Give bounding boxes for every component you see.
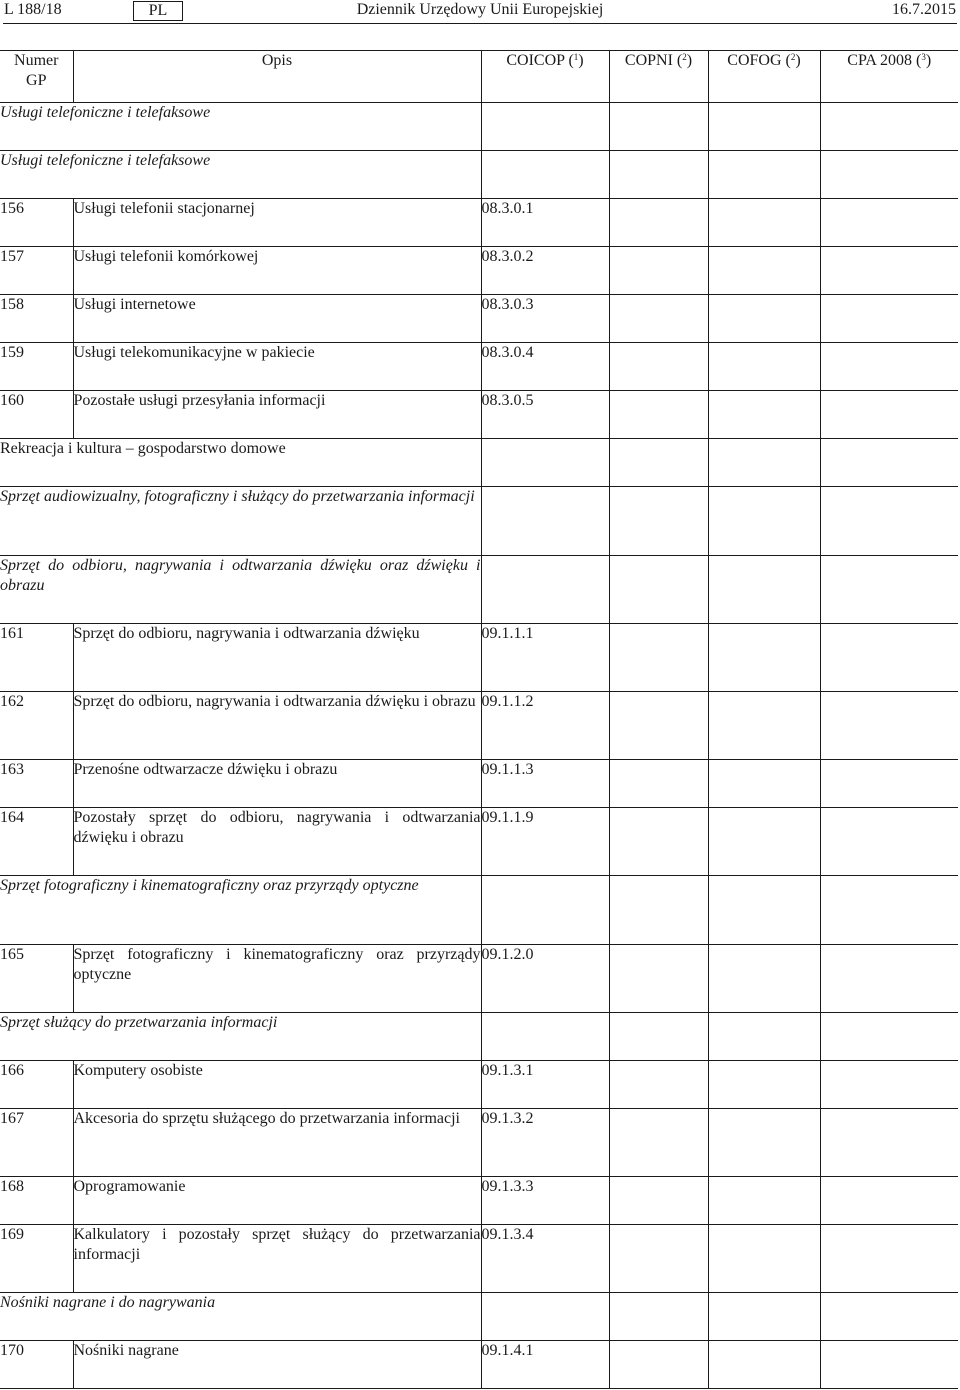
section-row	[0, 876, 958, 945]
row-description: Usługi internetowe	[73, 295, 481, 343]
header-divider	[3, 23, 957, 24]
section-row	[0, 556, 958, 624]
language-badge: PL	[133, 1, 183, 21]
row-number: 160	[0, 391, 73, 439]
copni-cell	[609, 1341, 708, 1389]
copni-cell	[609, 247, 708, 295]
cofog-cell	[708, 808, 820, 876]
row-description: Sprzęt do odbioru, nagrywania i odtwarzania dźwięku	[73, 624, 481, 692]
empty-cell	[481, 487, 609, 556]
copni-label: COPNI (	[624, 52, 683, 69]
row-number: 156	[0, 199, 73, 247]
row-description: Sprzęt fotograficzny i kinematograficzny oraz przyrządy optyczne	[73, 945, 481, 1013]
cpa-cell	[820, 760, 958, 808]
empty-cell	[708, 876, 820, 945]
cpa-cell	[820, 808, 958, 876]
row-description: Usługi telefonii komórkowej	[73, 247, 481, 295]
empty-cell	[481, 1293, 609, 1341]
empty-cell	[609, 876, 708, 945]
empty-cell	[820, 103, 958, 151]
row-description: Oprogramowanie	[73, 1177, 481, 1225]
copni-cell	[609, 295, 708, 343]
column-header-number-line2: GP	[26, 72, 47, 89]
empty-cell	[820, 487, 958, 556]
row-number: 165	[0, 945, 73, 1013]
cpa-cell	[820, 945, 958, 1013]
coicop-code: 09.1.1.3	[481, 760, 609, 808]
cpa-cell	[820, 1061, 958, 1109]
empty-cell	[708, 1013, 820, 1061]
row-number: 169	[0, 1225, 73, 1293]
row-number: 159	[0, 343, 73, 391]
copni-label-close: )	[686, 52, 693, 69]
cofog-cell	[708, 760, 820, 808]
row-description: Usługi telefonii stacjonarnej	[73, 199, 481, 247]
classification-table	[0, 50, 958, 1389]
section-heading: Sprzęt fotograficzny i kinematograficzny oraz przyrządy optyczne	[0, 876, 481, 945]
cofog-cell	[708, 624, 820, 692]
empty-cell	[708, 439, 820, 487]
row-number: 166	[0, 1061, 73, 1109]
section-row	[0, 151, 958, 199]
coicop-code: 09.1.3.2	[481, 1109, 609, 1177]
copni-cell	[609, 1177, 708, 1225]
table-row	[0, 624, 958, 692]
column-header-coicop	[481, 51, 609, 103]
row-number: 162	[0, 692, 73, 760]
table-row	[0, 1341, 958, 1389]
empty-cell	[481, 439, 609, 487]
cofog-footnote-ref: 2	[790, 52, 796, 62]
cofog-cell	[708, 1225, 820, 1293]
copni-cell	[609, 945, 708, 1013]
empty-cell	[820, 439, 958, 487]
empty-cell	[609, 439, 708, 487]
row-number: 167	[0, 1109, 73, 1177]
publication-date: 16.7.2015	[892, 1, 956, 18]
cpa-label: CPA 2008 (	[847, 52, 922, 69]
coicop-code: 08.3.0.4	[481, 343, 609, 391]
empty-cell	[820, 876, 958, 945]
table-row	[0, 295, 958, 343]
coicop-code: 09.1.2.0	[481, 945, 609, 1013]
empty-cell	[708, 1293, 820, 1341]
copni-cell	[609, 760, 708, 808]
empty-cell	[609, 1293, 708, 1341]
table-row	[0, 1225, 958, 1293]
row-number: 161	[0, 624, 73, 692]
coicop-code: 08.3.0.1	[481, 199, 609, 247]
section-heading: Sprzęt służący do przetwarzania informacji	[0, 1013, 481, 1061]
row-description: Nośniki nagrane	[73, 1341, 481, 1389]
section-heading: Sprzęt audiowizualny, fotograficzny i służący do przetwarzania informacji	[0, 487, 481, 556]
cpa-cell	[820, 247, 958, 295]
row-description: Sprzęt do odbioru, nagrywania i odtwarzania dźwięku i obrazu	[73, 692, 481, 760]
row-number: 164	[0, 808, 73, 876]
copni-cell	[609, 624, 708, 692]
table-row	[0, 1061, 958, 1109]
empty-cell	[820, 1013, 958, 1061]
copni-cell	[609, 199, 708, 247]
coicop-code: 09.1.1.1	[481, 624, 609, 692]
coicop-code: 09.1.4.1	[481, 1341, 609, 1389]
cofog-label: COFOG (	[727, 52, 791, 69]
table-row	[0, 692, 958, 760]
empty-cell	[481, 103, 609, 151]
table-row	[0, 343, 958, 391]
row-description: Komputery osobiste	[73, 1061, 481, 1109]
empty-cell	[609, 487, 708, 556]
cofog-cell	[708, 343, 820, 391]
column-header-cpa	[820, 51, 958, 103]
row-number: 157	[0, 247, 73, 295]
cofog-cell	[708, 391, 820, 439]
empty-cell	[820, 151, 958, 199]
table-body	[0, 103, 958, 1389]
coicop-code: 09.1.3.3	[481, 1177, 609, 1225]
empty-cell	[708, 556, 820, 624]
column-header-cofog	[708, 51, 820, 103]
column-header-number	[0, 51, 73, 103]
cofog-cell	[708, 1341, 820, 1389]
cpa-cell	[820, 1177, 958, 1225]
cpa-footnote-ref: 3	[921, 52, 926, 62]
column-header-copni	[609, 51, 708, 103]
row-description: Przenośne odtwarzacze dźwięku i obrazu	[73, 760, 481, 808]
table-row	[0, 391, 958, 439]
table-row	[0, 199, 958, 247]
section-row	[0, 1293, 958, 1341]
cpa-cell	[820, 692, 958, 760]
cofog-cell	[708, 1177, 820, 1225]
empty-cell	[609, 1013, 708, 1061]
table-row	[0, 945, 958, 1013]
empty-cell	[708, 487, 820, 556]
journal-title: Dziennik Urzędowy Unii Europejskiej	[356, 1, 604, 18]
page-reference: L 188/18	[4, 1, 62, 18]
row-description: Pozostały sprzęt do odbioru, nagrywania i odtwarzania dźwięku i obrazu	[73, 808, 481, 876]
coicop-code: 09.1.3.1	[481, 1061, 609, 1109]
cofog-cell	[708, 247, 820, 295]
cofog-cell	[708, 692, 820, 760]
copni-cell	[609, 1061, 708, 1109]
cpa-cell	[820, 343, 958, 391]
cofog-cell	[708, 295, 820, 343]
cpa-cell	[820, 1225, 958, 1293]
copni-cell	[609, 391, 708, 439]
copni-cell	[609, 808, 708, 876]
section-heading: Sprzęt do odbioru, nagrywania i odtwarzania dźwięku oraz dźwięku i obrazu	[0, 556, 481, 624]
section-row	[0, 103, 958, 151]
coicop-code: 08.3.0.5	[481, 391, 609, 439]
column-header-description: Opis	[73, 51, 481, 103]
row-number: 168	[0, 1177, 73, 1225]
table-header-row	[0, 51, 958, 103]
table-row	[0, 1177, 958, 1225]
cpa-cell	[820, 1109, 958, 1177]
cpa-cell	[820, 391, 958, 439]
empty-cell	[609, 151, 708, 199]
coicop-code: 08.3.0.3	[481, 295, 609, 343]
empty-cell	[708, 151, 820, 199]
column-header-number-line1: Numer	[14, 52, 59, 69]
coicop-code: 09.1.1.2	[481, 692, 609, 760]
section-heading: Usługi telefoniczne i telefaksowe	[0, 151, 481, 199]
section-heading: Usługi telefoniczne i telefaksowe	[0, 103, 481, 151]
copni-cell	[609, 343, 708, 391]
coicop-label: COICOP (	[506, 52, 574, 69]
coicop-label-close: )	[578, 52, 584, 69]
row-description: Kalkulatory i pozostały sprzęt służący do przetwarzania informacji	[73, 1225, 481, 1293]
table-row	[0, 808, 958, 876]
cofog-cell	[708, 199, 820, 247]
row-number: 163	[0, 760, 73, 808]
empty-cell	[609, 556, 708, 624]
coicop-code: 09.1.3.4	[481, 1225, 609, 1293]
cofog-cell	[708, 1109, 820, 1177]
row-number: 158	[0, 295, 73, 343]
cofog-cell	[708, 1061, 820, 1109]
section-row	[0, 439, 958, 487]
copni-footnote-ref: 2	[682, 52, 687, 62]
empty-cell	[609, 103, 708, 151]
row-description: Usługi telekomunikacyjne w pakiecie	[73, 343, 481, 391]
cofog-cell	[708, 945, 820, 1013]
coicop-code: 09.1.1.9	[481, 808, 609, 876]
copni-cell	[609, 692, 708, 760]
section-row	[0, 487, 958, 556]
table-row	[0, 247, 958, 295]
coicop-code: 08.3.0.2	[481, 247, 609, 295]
empty-cell	[481, 151, 609, 199]
copni-cell	[609, 1109, 708, 1177]
table-row	[0, 1109, 958, 1177]
empty-cell	[481, 1013, 609, 1061]
empty-cell	[481, 876, 609, 945]
cofog-label-close: )	[795, 52, 801, 69]
cpa-cell	[820, 199, 958, 247]
section-heading: Rekreacja i kultura – gospodarstwo domowe	[0, 439, 481, 487]
coicop-footnote-ref: 1	[573, 52, 579, 62]
row-description: Akcesoria do sprzętu służącego do przetwarzania informacji	[73, 1109, 481, 1177]
section-row	[0, 1013, 958, 1061]
empty-cell	[481, 556, 609, 624]
cpa-cell	[820, 295, 958, 343]
cpa-cell	[820, 624, 958, 692]
empty-cell	[820, 556, 958, 624]
row-description: Pozostałe usługi przesyłania informacji	[73, 391, 481, 439]
cpa-cell	[820, 1341, 958, 1389]
section-heading: Nośniki nagrane i do nagrywania	[0, 1293, 481, 1341]
empty-cell	[708, 103, 820, 151]
table-row	[0, 760, 958, 808]
copni-cell	[609, 1225, 708, 1293]
row-number: 170	[0, 1341, 73, 1389]
empty-cell	[820, 1293, 958, 1341]
cpa-label-close: )	[925, 52, 932, 69]
